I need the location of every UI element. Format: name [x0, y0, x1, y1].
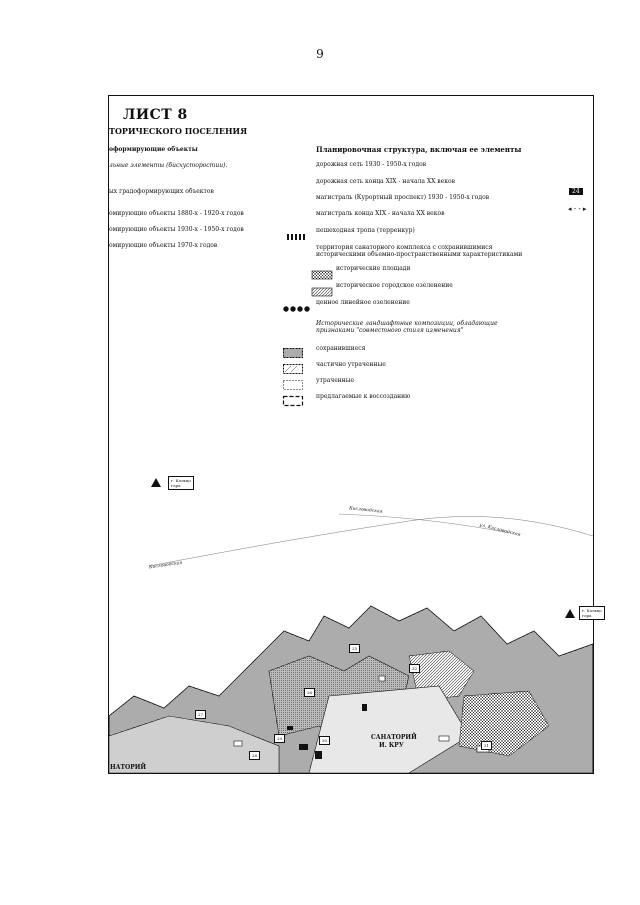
road-label: Кисловодская	[148, 560, 183, 571]
urban-greenery-swatch	[312, 281, 332, 289]
legend-right-item: магистраль (Курортный проспект) 1930 - 1950-х годов	[316, 194, 490, 201]
building	[379, 676, 385, 681]
building-number-tag: 26	[304, 688, 315, 697]
building-number-tag: 31	[481, 741, 492, 750]
sheet-subtitle: ТОРИЧЕСКОГО ПОСЕЛЕНИЯ	[109, 126, 248, 136]
landscape-swatch-restore	[283, 391, 303, 399]
landscape-heading: Исторические ландшафтные композиции, обладающие	[316, 320, 498, 327]
legend-right-heading: Планировочная структура, включая ее элементы	[316, 145, 522, 154]
building	[439, 736, 449, 741]
legend-right-item: исторические площади	[336, 265, 411, 272]
road-label: Кисловодская	[348, 506, 383, 515]
building	[234, 741, 242, 746]
landscape-swatch-preserved	[283, 343, 303, 351]
peak-badge: г. Кольцо гора	[168, 476, 194, 490]
corner-label: НАТОРИЙ	[110, 764, 147, 771]
edge-sheet-badge: 24	[569, 188, 583, 195]
page-number: 9	[316, 47, 324, 61]
building-number-tag: 32	[409, 664, 420, 673]
legend-left-heading: оформирующие объекты	[109, 146, 198, 153]
sanatorium-label-2: И. КРУ	[379, 742, 404, 749]
peak-icon	[565, 609, 575, 618]
legend-right-item: территория санаторного комплекса с сохранившимися	[316, 244, 493, 251]
edge-arrow-icon: ◂ - - ▸	[568, 205, 587, 213]
building	[362, 704, 367, 711]
peak-icon	[151, 478, 161, 487]
legend-right-item: пешеходная тропа (терренкур)	[316, 227, 415, 234]
road-line	[149, 516, 593, 566]
building-number-tag: 27	[195, 710, 206, 719]
linear-greenery-swatch	[283, 298, 313, 306]
sanatorium-label: САНАТОРИЙ	[371, 734, 417, 741]
landscape-swatch-partly-lost	[283, 359, 303, 367]
landscape-heading-2: признаками "совместного стиля изменения"	[316, 327, 464, 334]
historic-squares-swatch	[312, 264, 332, 272]
landscape-item: утраченные	[316, 377, 355, 384]
legend-right-item: магистраль конца XIX - начала XX веков	[316, 210, 445, 217]
building-number-tag: 29	[274, 734, 285, 743]
road-label: ул. Кисловодская	[479, 523, 521, 538]
landscape-item: предлагаемые к воссозданию	[316, 393, 411, 400]
building-number-tag: 30	[319, 736, 330, 745]
building	[315, 751, 322, 759]
landscape-item: сохранившиеся	[316, 345, 366, 352]
building	[287, 726, 293, 730]
legend-right-item: дорожная сеть 1930 - 1950-х годов	[316, 161, 427, 168]
legend-right-item: дорожная сеть конца XIX - начала XX веков	[316, 178, 455, 185]
landscape-swatch-lost	[283, 375, 303, 383]
legend-right-item: ценное линейное озеленение	[316, 299, 410, 306]
building	[299, 744, 308, 750]
map-sheet	[108, 95, 602, 774]
building-number-tag: 28	[249, 751, 260, 760]
building-number-tag: 25	[349, 644, 360, 653]
legend-left-item: ых градоформирующих объектов	[109, 188, 214, 195]
footpath-swatch	[287, 226, 307, 234]
sheet-title: ЛИСТ 8	[123, 107, 188, 123]
legend-left-item: омирующие объекты 1970-х годов	[109, 242, 218, 249]
legend-right-item: историческое городское озеленение	[336, 282, 453, 289]
legend-right-item: историческими объемно-пространственными характеристиками	[316, 251, 523, 258]
legend-left-item: омирующие объекты 1930-х - 1950-х годов	[109, 226, 244, 233]
legend-left-item: омирующие объекты 1880-х - 1920-х годов	[109, 210, 244, 217]
peak-badge: г. Кольцо гора	[579, 606, 605, 620]
legend-left-subheading: льные элементы (бисхусторостии).	[109, 162, 228, 169]
landscape-item: частично утраченные	[316, 361, 386, 368]
